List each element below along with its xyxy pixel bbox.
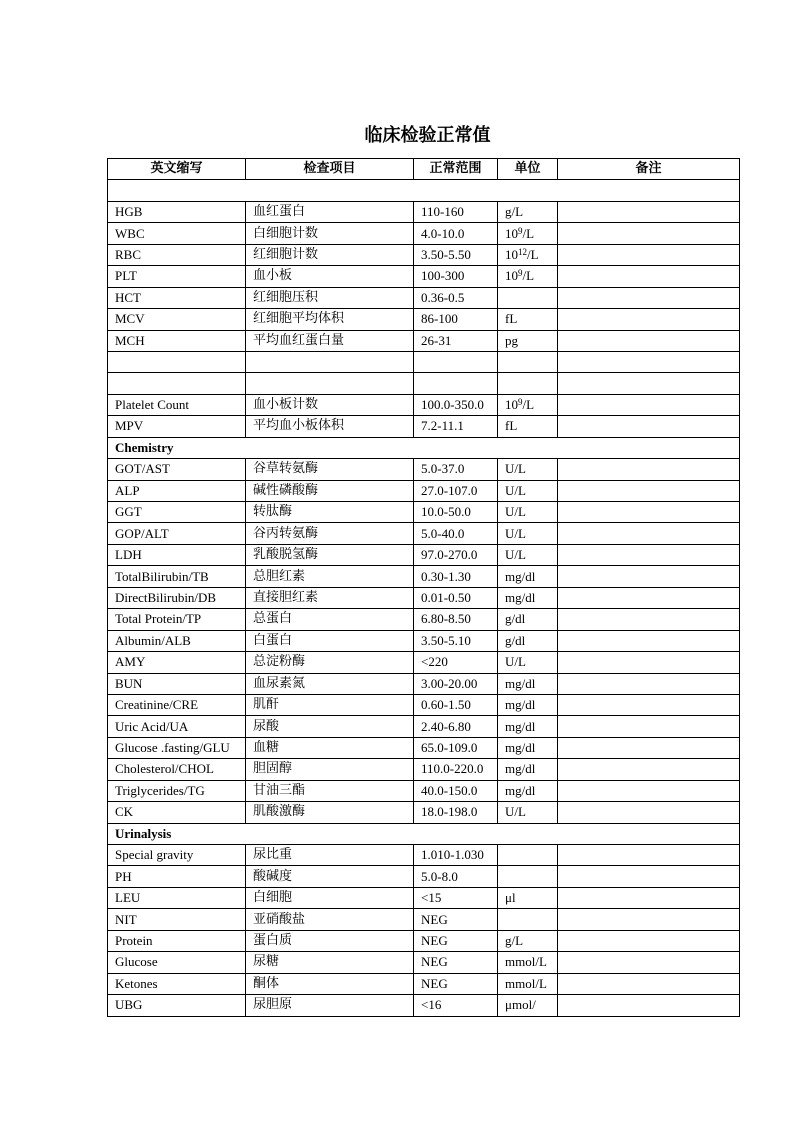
unit-cell: fL: [498, 416, 558, 437]
table-row: [108, 523, 740, 544]
table-row: [108, 566, 740, 587]
remarks-cell: [558, 351, 740, 372]
unit-cell: [498, 845, 558, 866]
item-cell: 谷丙转氨酶: [246, 523, 414, 544]
code-cell: Uric Acid/UA: [108, 716, 246, 737]
remarks-cell: [558, 973, 740, 994]
table-row: [108, 201, 740, 222]
unit-cell: [498, 394, 558, 415]
unit-cell: [498, 351, 558, 372]
range-cell: 1.010-1.030: [414, 845, 498, 866]
unit-cell: [498, 373, 558, 394]
unit-cell: mg/dl: [498, 716, 558, 737]
code-cell: Albumin/ALB: [108, 630, 246, 651]
unit-cell: mg/dl: [498, 587, 558, 608]
unit-base: 10: [505, 397, 518, 413]
remarks-cell: [558, 480, 740, 501]
range-cell: 86-100: [414, 309, 498, 330]
unit-suffix: /L: [522, 268, 535, 284]
unit-base: 10: [505, 268, 518, 284]
item-cell: 血糖: [246, 737, 414, 758]
item-cell: 白蛋白: [246, 630, 414, 651]
code-cell: WBC: [108, 223, 246, 244]
item-cell: 红细胞平均体积: [246, 309, 414, 330]
unit-cell: fL: [498, 309, 558, 330]
code-cell: NIT: [108, 909, 246, 930]
blank-row-cell: [108, 180, 740, 201]
code-cell: Cholesterol/CHOL: [108, 759, 246, 780]
remarks-cell: [558, 694, 740, 715]
table-row: [108, 459, 740, 480]
code-cell: Total Protein/TP: [108, 609, 246, 630]
unit-cell: U/L: [498, 652, 558, 673]
range-cell: 4.0-10.0: [414, 223, 498, 244]
unit-cell: mg/dl: [498, 694, 558, 715]
remarks-cell: [558, 995, 740, 1016]
code-cell: DirectBilirubin/DB: [108, 587, 246, 608]
range-cell: [414, 373, 498, 394]
unit-cell: mg/dl: [498, 759, 558, 780]
remarks-cell: [558, 523, 740, 544]
item-cell: 肌酸激酶: [246, 802, 414, 823]
code-cell: HCT: [108, 287, 246, 308]
unit-cell: mg/dl: [498, 780, 558, 801]
unit-exponent: 12: [518, 246, 527, 257]
code-cell: AMY: [108, 652, 246, 673]
range-cell: <220: [414, 652, 498, 673]
item-cell: 直接胆红素: [246, 587, 414, 608]
code-cell: Glucose: [108, 952, 246, 973]
range-cell: 0.30-1.30: [414, 566, 498, 587]
range-cell: NEG: [414, 930, 498, 951]
remarks-cell: [558, 587, 740, 608]
range-cell: 5.0-8.0: [414, 866, 498, 887]
remarks-cell: [558, 201, 740, 222]
remarks-cell: [558, 330, 740, 351]
remarks-cell: [558, 544, 740, 565]
remarks-cell: [558, 630, 740, 651]
table-row: [108, 866, 740, 887]
range-cell: 0.36-0.5: [414, 287, 498, 308]
range-cell: 0.60-1.50: [414, 694, 498, 715]
unit-cell: g/L: [498, 201, 558, 222]
table-row: [108, 180, 740, 201]
remarks-cell: [558, 737, 740, 758]
table-row: [108, 952, 740, 973]
table-header-row: [108, 159, 740, 180]
item-cell: [246, 351, 414, 372]
code-cell: Platelet Count: [108, 394, 246, 415]
unit-cell: U/L: [498, 480, 558, 501]
code-cell: PLT: [108, 266, 246, 287]
range-cell: 7.2-11.1: [414, 416, 498, 437]
item-cell: 肌酐: [246, 694, 414, 715]
range-cell: 5.0-37.0: [414, 459, 498, 480]
item-cell: 平均血红蛋白量: [246, 330, 414, 351]
remarks-cell: [558, 416, 740, 437]
item-cell: 胆固醇: [246, 759, 414, 780]
table-row: [108, 373, 740, 394]
code-cell: GOP/ALT: [108, 523, 246, 544]
table-row: [108, 652, 740, 673]
header-remarks: 备注: [558, 159, 740, 180]
code-cell: MPV: [108, 416, 246, 437]
unit-cell: μmol/: [498, 995, 558, 1016]
item-cell: 白细胞: [246, 887, 414, 908]
unit-cell: U/L: [498, 802, 558, 823]
remarks-cell: [558, 952, 740, 973]
table-row: [108, 845, 740, 866]
range-cell: 40.0-150.0: [414, 780, 498, 801]
code-cell: Glucose .fasting/GLU: [108, 737, 246, 758]
code-cell: Special gravity: [108, 845, 246, 866]
item-cell: [246, 373, 414, 394]
range-cell: 65.0-109.0: [414, 737, 498, 758]
range-cell: 100.0-350.0: [414, 394, 498, 415]
range-cell: 5.0-40.0: [414, 523, 498, 544]
page-title: 临床检验正常值: [364, 125, 491, 146]
code-cell: Creatinine/CRE: [108, 694, 246, 715]
unit-cell: [498, 266, 558, 287]
range-cell: 3.00-20.00: [414, 673, 498, 694]
item-cell: 尿胆原: [246, 995, 414, 1016]
remarks-cell: [558, 652, 740, 673]
item-cell: 血小板计数: [246, 394, 414, 415]
table-row: [108, 330, 740, 351]
remarks-cell: [558, 609, 740, 630]
code-cell: RBC: [108, 244, 246, 265]
remarks-cell: [558, 802, 740, 823]
code-cell: [108, 373, 246, 394]
range-cell: <15: [414, 887, 498, 908]
item-cell: 蛋白质: [246, 930, 414, 951]
unit-base: 10: [505, 225, 518, 241]
remarks-cell: [558, 373, 740, 394]
unit-exponent: 9: [518, 397, 523, 408]
unit-cell: mg/dl: [498, 737, 558, 758]
code-cell: PH: [108, 866, 246, 887]
table-row: [108, 394, 740, 415]
remarks-cell: [558, 266, 740, 287]
code-cell: Triglycerides/TG: [108, 780, 246, 801]
unit-cell: [498, 223, 558, 244]
remarks-cell: [558, 566, 740, 587]
code-cell: [108, 351, 246, 372]
remarks-cell: [558, 502, 740, 523]
unit-cell: [498, 287, 558, 308]
unit-cell: [498, 866, 558, 887]
table-row: [108, 587, 740, 608]
table-row: [108, 909, 740, 930]
table-row: [108, 673, 740, 694]
item-cell: 红细胞压积: [246, 287, 414, 308]
remarks-cell: [558, 223, 740, 244]
header-abbreviation: 英文缩写: [108, 159, 246, 180]
range-cell: 97.0-270.0: [414, 544, 498, 565]
table-row: [108, 502, 740, 523]
item-cell: 血尿素氮: [246, 673, 414, 694]
unit-base: 10: [505, 246, 518, 262]
unit-cell: mg/dl: [498, 673, 558, 694]
item-cell: 酸碱度: [246, 866, 414, 887]
remarks-cell: [558, 459, 740, 480]
item-cell: 总淀粉酶: [246, 652, 414, 673]
remarks-cell: [558, 287, 740, 308]
unit-cell: mg/dl: [498, 566, 558, 587]
range-cell: 0.01-0.50: [414, 587, 498, 608]
range-cell: 3.50-5.50: [414, 244, 498, 265]
range-cell: 2.40-6.80: [414, 716, 498, 737]
remarks-cell: [558, 780, 740, 801]
range-cell: 18.0-198.0: [414, 802, 498, 823]
unit-cell: mmol/L: [498, 973, 558, 994]
table-row: [108, 802, 740, 823]
item-cell: 血小板: [246, 266, 414, 287]
unit-cell: g/L: [498, 930, 558, 951]
code-cell: BUN: [108, 673, 246, 694]
item-cell: 亚硝酸盐: [246, 909, 414, 930]
section-row: [108, 437, 740, 458]
table-row: [108, 780, 740, 801]
code-cell: GGT: [108, 502, 246, 523]
unit-cell: pg: [498, 330, 558, 351]
unit-cell: [498, 244, 558, 265]
unit-cell: [498, 909, 558, 930]
item-cell: 酮体: [246, 973, 414, 994]
code-cell: ALP: [108, 480, 246, 501]
table-row: [108, 694, 740, 715]
code-cell: HGB: [108, 201, 246, 222]
header-unit: 单位: [498, 159, 558, 180]
remarks-cell: [558, 845, 740, 866]
header-normal-range: 正常范围: [414, 159, 498, 180]
remarks-cell: [558, 394, 740, 415]
range-cell: 6.80-8.50: [414, 609, 498, 630]
table-row: [108, 544, 740, 565]
item-cell: 平均血小板体积: [246, 416, 414, 437]
item-cell: 白细胞计数: [246, 223, 414, 244]
code-cell: LDH: [108, 544, 246, 565]
range-cell: [414, 351, 498, 372]
table-row: [108, 223, 740, 244]
range-cell: 110-160: [414, 201, 498, 222]
table-row: [108, 995, 740, 1016]
table-row: [108, 244, 740, 265]
table-row: [108, 716, 740, 737]
unit-cell: g/dl: [498, 630, 558, 651]
header-test-item: 检查项目: [246, 159, 414, 180]
range-cell: 110.0-220.0: [414, 759, 498, 780]
table-row: [108, 887, 740, 908]
remarks-cell: [558, 673, 740, 694]
table-row: [108, 309, 740, 330]
section-row: [108, 823, 740, 844]
section-label: Chemistry: [108, 437, 740, 458]
item-cell: 转肽酶: [246, 502, 414, 523]
table-row: [108, 630, 740, 651]
table-body: [108, 180, 740, 1016]
range-cell: 100-300: [414, 266, 498, 287]
remarks-cell: [558, 309, 740, 330]
remarks-cell: [558, 866, 740, 887]
code-cell: MCV: [108, 309, 246, 330]
unit-cell: U/L: [498, 523, 558, 544]
code-cell: MCH: [108, 330, 246, 351]
item-cell: 乳酸脱氢酶: [246, 544, 414, 565]
normal-values-table: [107, 158, 740, 1017]
code-cell: Protein: [108, 930, 246, 951]
item-cell: 血红蛋白: [246, 201, 414, 222]
remarks-cell: [558, 716, 740, 737]
unit-suffix: /L: [522, 397, 535, 413]
table-row: [108, 973, 740, 994]
item-cell: 尿糖: [246, 952, 414, 973]
table-row: [108, 287, 740, 308]
unit-cell: U/L: [498, 459, 558, 480]
item-cell: 甘油三酯: [246, 780, 414, 801]
range-cell: NEG: [414, 909, 498, 930]
range-cell: <16: [414, 995, 498, 1016]
table-row: [108, 759, 740, 780]
code-cell: CK: [108, 802, 246, 823]
item-cell: 尿酸: [246, 716, 414, 737]
table-row: [108, 266, 740, 287]
table-row: [108, 609, 740, 630]
table-row: [108, 737, 740, 758]
remarks-cell: [558, 887, 740, 908]
range-cell: 10.0-50.0: [414, 502, 498, 523]
unit-cell: U/L: [498, 502, 558, 523]
item-cell: 碱性磷酸酶: [246, 480, 414, 501]
remarks-cell: [558, 244, 740, 265]
unit-suffix: /L: [527, 246, 539, 262]
unit-cell: U/L: [498, 544, 558, 565]
remarks-cell: [558, 759, 740, 780]
item-cell: 总胆红素: [246, 566, 414, 587]
unit-exponent: 9: [518, 268, 523, 279]
item-cell: 总蛋白: [246, 609, 414, 630]
code-cell: Ketones: [108, 973, 246, 994]
item-cell: 尿比重: [246, 845, 414, 866]
code-cell: GOT/AST: [108, 459, 246, 480]
item-cell: 谷草转氨酶: [246, 459, 414, 480]
unit-cell: g/dl: [498, 609, 558, 630]
unit-cell: μl: [498, 887, 558, 908]
unit-cell: mmol/L: [498, 952, 558, 973]
code-cell: UBG: [108, 995, 246, 1016]
unit-exponent: 9: [518, 225, 523, 236]
range-cell: 3.50-5.10: [414, 630, 498, 651]
unit-suffix: /L: [522, 225, 535, 241]
item-cell: 红细胞计数: [246, 244, 414, 265]
range-cell: NEG: [414, 973, 498, 994]
table-row: [108, 480, 740, 501]
table-row: [108, 351, 740, 372]
range-cell: 26-31: [414, 330, 498, 351]
code-cell: LEU: [108, 887, 246, 908]
section-label: Urinalysis: [108, 823, 740, 844]
range-cell: 27.0-107.0: [414, 480, 498, 501]
code-cell: TotalBilirubin/TB: [108, 566, 246, 587]
remarks-cell: [558, 930, 740, 951]
range-cell: NEG: [414, 952, 498, 973]
table-row: [108, 416, 740, 437]
table-row: [108, 930, 740, 951]
remarks-cell: [558, 909, 740, 930]
